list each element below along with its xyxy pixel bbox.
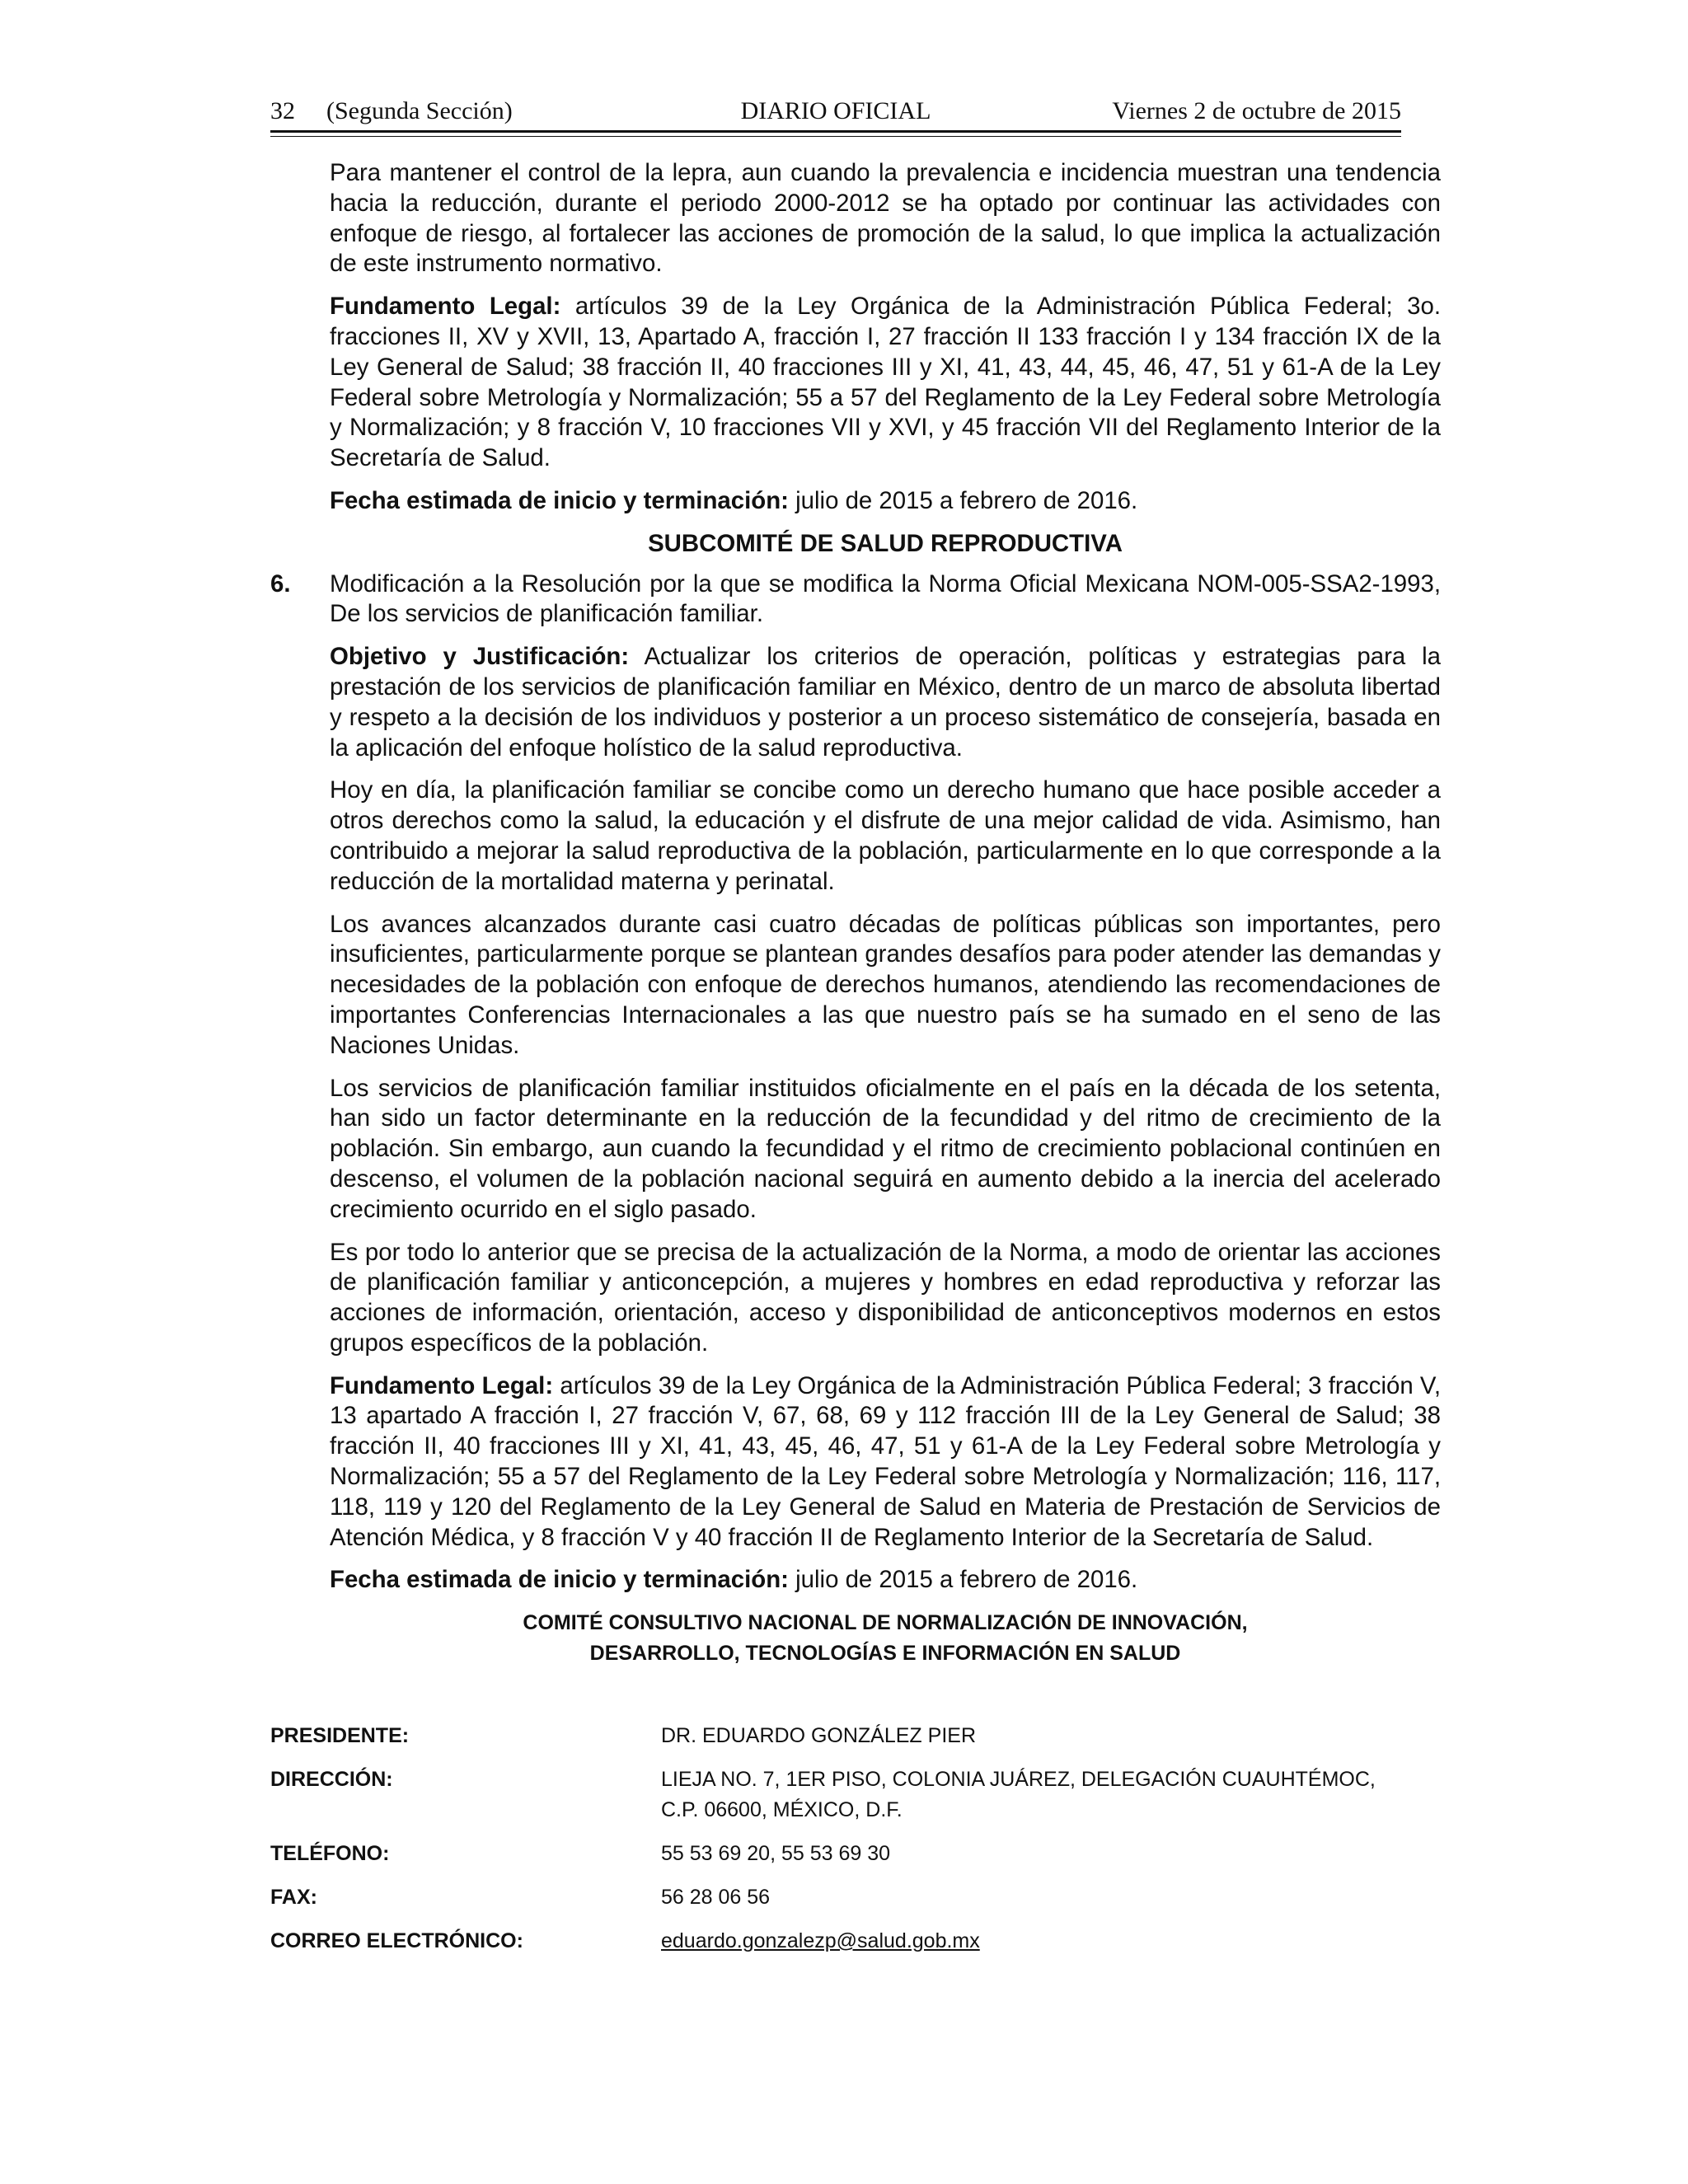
item-6-number: 6. xyxy=(270,569,291,598)
committee-heading xyxy=(330,1608,1441,1669)
objetivo-label: Objetivo y Justificación: xyxy=(330,643,630,671)
contact-row-telefono xyxy=(270,1839,1441,1869)
fecha-estimada-2-text: julio de 2015 a febrero de 2016. xyxy=(788,1566,1138,1594)
publication-title: DIARIO OFICIAL xyxy=(740,97,931,124)
header-rule-thick xyxy=(270,130,1401,133)
direccion-label: DIRECCIÓN: xyxy=(270,1768,393,1791)
telefono-label: TELÉFONO: xyxy=(270,1842,390,1865)
fecha-estimada-2 xyxy=(330,1565,1441,1596)
fecha-estimada-1 xyxy=(330,486,1441,517)
presidente-value: DR. EDUARDO GONZÁLEZ PIER xyxy=(661,1724,976,1747)
objetivo-justificacion xyxy=(330,642,1441,763)
direccion-value-line-1: LIEJA NO. 7, 1ER PISO, COLONIA JUÁREZ, DELEGACIÓN CUAUHTÉMOC, xyxy=(661,1768,1376,1791)
header-rule-thin xyxy=(270,136,1401,137)
committee-heading-line-1: COMITÉ CONSULTIVO NACIONAL DE NORMALIZACIÓN DE INNOVACIÓN, xyxy=(523,1611,1248,1635)
direccion-value-line-2: C.P. 06600, MÉXICO, D.F. xyxy=(661,1798,903,1821)
contact-row-correo xyxy=(270,1926,1441,1957)
fundamento-legal-2 xyxy=(330,1371,1441,1554)
fax-label: FAX: xyxy=(270,1886,317,1909)
page-number: 32 xyxy=(270,97,295,124)
telefono-value: 55 53 69 20, 55 53 69 30 xyxy=(661,1842,891,1865)
item-6-text: Modificación a la Resolución por la que se modifica la Norma Oficial Mexicana NOM-005-SSA2-1993, De los servicios de planificación familiar. xyxy=(330,569,1441,628)
fundamento-legal-1 xyxy=(330,292,1441,474)
page-header xyxy=(270,92,1401,129)
paragraph-hoy-en-dia: Hoy en día, la planificación familiar se concibe como un derecho humano que hace posible acceder a otros derechos como la salud, la educación y el disfrute de una mejor calidad de vida. Asimismo, han contribuido a mejorar la salud reproductiva de la población, particularmente en lo que corresponde a la reducción de la mortalidad materna y perinatal. xyxy=(330,776,1441,895)
fax-value: 56 28 06 56 xyxy=(661,1886,771,1909)
paragraph-servicios: Los servicios de planificación familiar instituidos oficialmente en el país en la década de los setenta, han sido un factor determinante en la reducción de la fecundidad y del ritmo de crecimiento de la población. Sin embargo, aun cuando la fecundidad y el ritmo de crecimiento poblacional continúen en descenso, el volumen de la población nacional seguirá en aumento debido a la inercia del acelerado crecimiento ocurrido en el siglo pasado. xyxy=(330,1074,1441,1223)
contact-table xyxy=(270,1721,1441,1970)
paragraph-anterior: Es por todo lo anterior que se precisa de la actualización de la Norma, a modo de orientar las acciones de planificación familiar y anticoncepción, a mujeres y hombres en edad reproductiva y reforzar las acciones de información, orientación, acceso y disponibilidad de anticonceptivos modernos en estos grupos específicos de la población. xyxy=(330,1238,1441,1357)
fundamento-legal-2-text: artículos 39 de la Ley Orgánica de la Administración Pública Federal; 3 fracción V, 13 apartado A fracción I, 27 fracción V, 67, 68, 69 y 112 fracción III de la Ley General de Salud; 38 fracción II, 40 fracciones III y XI, 41, 43, 45, 46, 47, 51 y 61-A de la Ley Federal sobre Metrología y Normalización; 55 a 57 del Reglamento de la Ley Federal sobre Metrología y Normalización; 116, 117, 118, 119 y 120 del Reglamento de la Ley General de Salud en Materia de Prestación de Servicios de Atención Médica, y 8 fracción V y 40 fracción II de Reglamento Interior de la Secretaría de Salud. xyxy=(330,1371,1441,1551)
publication-date: Viernes 2 de octubre de 2015 xyxy=(1112,97,1401,124)
email-link[interactable]: eduardo.gonzalezp@salud.gob.mx xyxy=(661,1929,980,1952)
committee-heading-line-2: DESARROLLO, TECNOLOGÍAS E INFORMACIÓN EN SALUD xyxy=(589,1642,1181,1666)
contact-row-presidente xyxy=(270,1721,1441,1751)
paragraph-avances: Los avances alcanzados durante casi cuatro décadas de políticas públicas son importantes, pero insuficientes, particularmente porque se plantean grandes desafíos para poder atender las demandas y necesidades de la población con enfoque de derechos humanos, atendiendo las recomendaciones de importantes Conferencias Internacionales a las que nuestro país se ha sumado en el seno de las Naciones Unidas. xyxy=(330,910,1441,1059)
fundamento-legal-2-label: Fundamento Legal: xyxy=(330,1371,554,1399)
contact-row-direccion xyxy=(270,1765,1441,1825)
subcommittee-heading: SUBCOMITÉ DE SALUD REPRODUCTIVA xyxy=(648,529,1123,557)
correo-value xyxy=(661,1926,1436,1957)
correo-label: CORREO ELECTRÓNICO: xyxy=(270,1929,523,1952)
presidente-label: PRESIDENTE: xyxy=(270,1724,410,1747)
fundamento-legal-1-text: artículos 39 de la Ley Orgánica de la Administración Pública Federal; 3o. fracciones II, XV y XVII, 13, Apartado A, fracción I, 27 fracción II 133 fracción I y 134 fracción IX de la Ley General de Salud; 38 fracción II, 40 fracciones III y XI, 41, 43, 44, 45, 46, 47, 51 y 61-A de la Ley Federal sobre Metrología y Normalización; 55 a 57 del Reglamento de la Ley Federal sobre Metrología y Normalización; y 8 fracción V, 10 fracciones VII y XVI, y 45 fracción VII del Reglamento Interior de la Secretaría de Salud. xyxy=(330,293,1441,472)
section-label: (Segunda Sección) xyxy=(326,97,513,124)
paragraph-lepra: Para mantener el control de la lepra, aun cuando la prevalencia e incidencia muestran una tendencia hacia la reducción, durante el periodo 2000-2012 se ha optado por continuar las actividades con enfoque de riesgo, al fortalecer las acciones de promoción de la salud, lo que implica la actualización de este instrumento normativo. xyxy=(330,159,1441,278)
document-body xyxy=(270,158,1441,1682)
contact-row-fax xyxy=(270,1882,1441,1913)
fundamento-legal-1-label: Fundamento Legal: xyxy=(330,293,561,321)
item-6 xyxy=(270,569,1441,630)
fecha-estimada-1-label: Fecha estimada de inicio y terminación: xyxy=(330,486,789,514)
fecha-estimada-1-text: julio de 2015 a febrero de 2016. xyxy=(788,486,1138,514)
objetivo-text: Actualizar los criterios de operación, políticas y estrategias para la prestación de los servicios de planificación familiar en México, dentro de un marco de absoluta libertad y respeto a la decisión de los individuos y posterior a un proceso sistemático de consejería, basada en la aplicación del enfoque holístico de la salud reproductiva. xyxy=(330,643,1441,762)
fecha-estimada-2-label: Fecha estimada de inicio y terminación: xyxy=(330,1566,789,1594)
direccion-value xyxy=(661,1765,1436,1825)
